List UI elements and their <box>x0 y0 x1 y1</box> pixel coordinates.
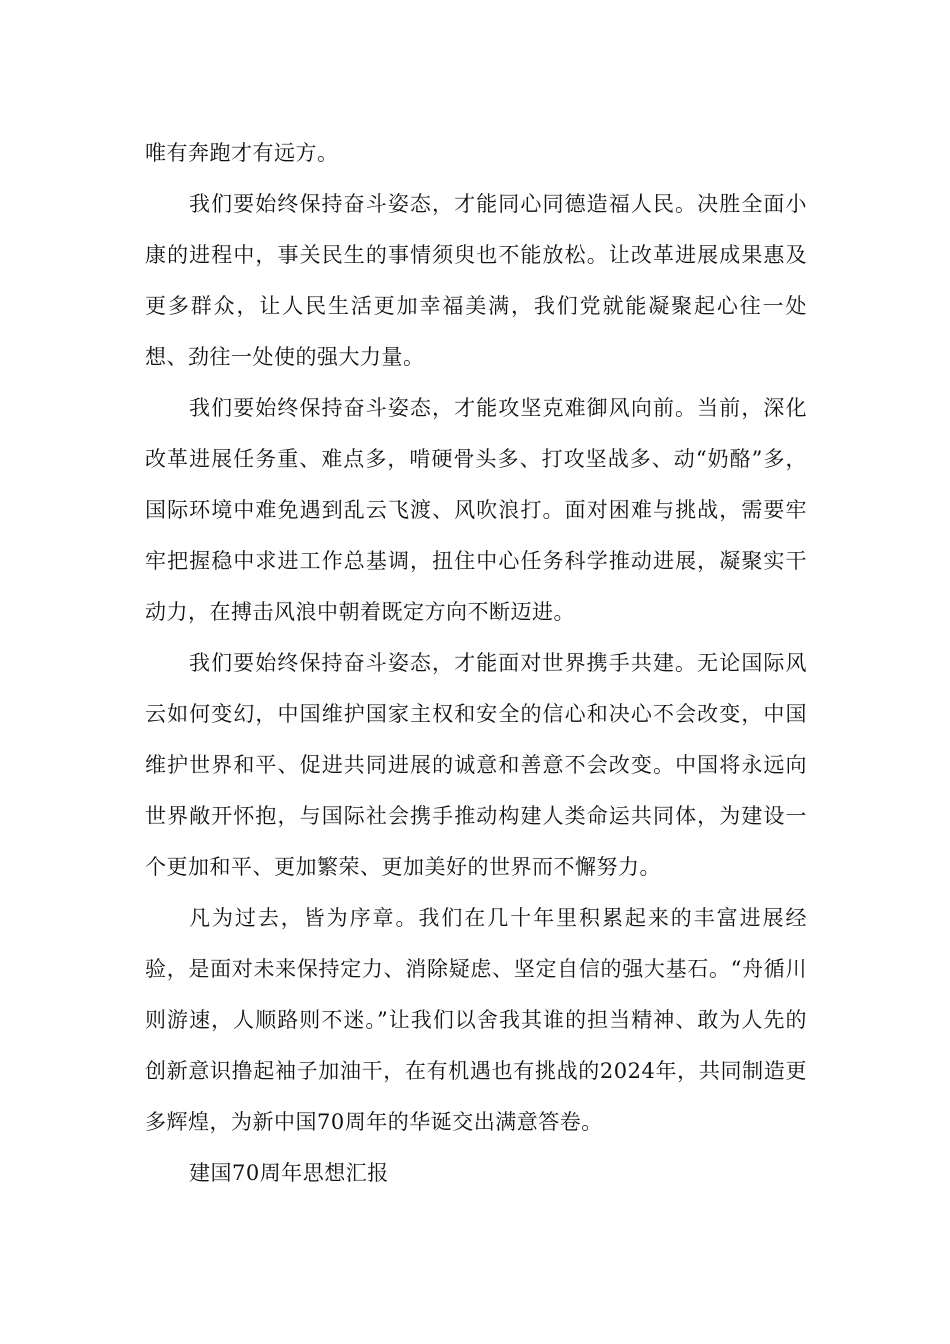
body-text <box>145 128 807 1199</box>
section-heading: 建国70周年思想汇报 <box>189 1161 389 1185</box>
paragraph-overcome-difficulties: 我们要始终保持奋斗姿态，才能攻坚克难御风向前。当前，深化改革进展任务重、难点多，啃硬骨头多、打攻坚战多、动“奶酪”多，国际环境中难免遇到乱云飞渡、风吹浪打。面对困难与挑战，需要牢牢把握稳中求进工作总基调，扭住中心任务科学推动进展，凝聚实干动力，在搏击风浪中朝着既定方向不断迈进。 <box>145 396 807 624</box>
paragraph-conclusion: 凡为过去，皆为序章。我们在几十年里积累起来的丰富进展经验，是面对未来保持定力、消除疑虑、坚定自信的强大基石。“舟循川则游速，人顺路则不迷。”让我们以舍我其谁的担当精神、敢为人先的创新意识撸起袖子加油干，在有机遇也有挑战的2024年，共同制造更多辉煌，为新中国70周年的华诞交出满意答卷。 <box>145 906 807 1134</box>
paragraph-build-with-world: 我们要始终保持奋斗姿态，才能面对世界携手共建。无论国际风云如何变幻，中国维护国家主权和安全的信心和决心不会改变，中国维护世界和平、促进共同进展的诚意和善意不会改变。中国将永远向世界敞开怀抱，与国际社会携手推动构建人类命运共同体，为建设一个更加和平、更加繁荣、更加美好的世界而不懈努力。 <box>145 651 807 879</box>
paragraph-serve-people: 我们要始终保持奋斗姿态，才能同心同德造福人民。决胜全面小康的进程中，事关民生的事情须臾也不能放松。让改革进展成果惠及更多群众，让人民生活更加幸福美满，我们党就能凝聚起心往一处想、劲往一处使的强大力量。 <box>145 192 807 369</box>
paragraph-continuation: 唯有奔跑才有远方。 <box>145 141 339 165</box>
